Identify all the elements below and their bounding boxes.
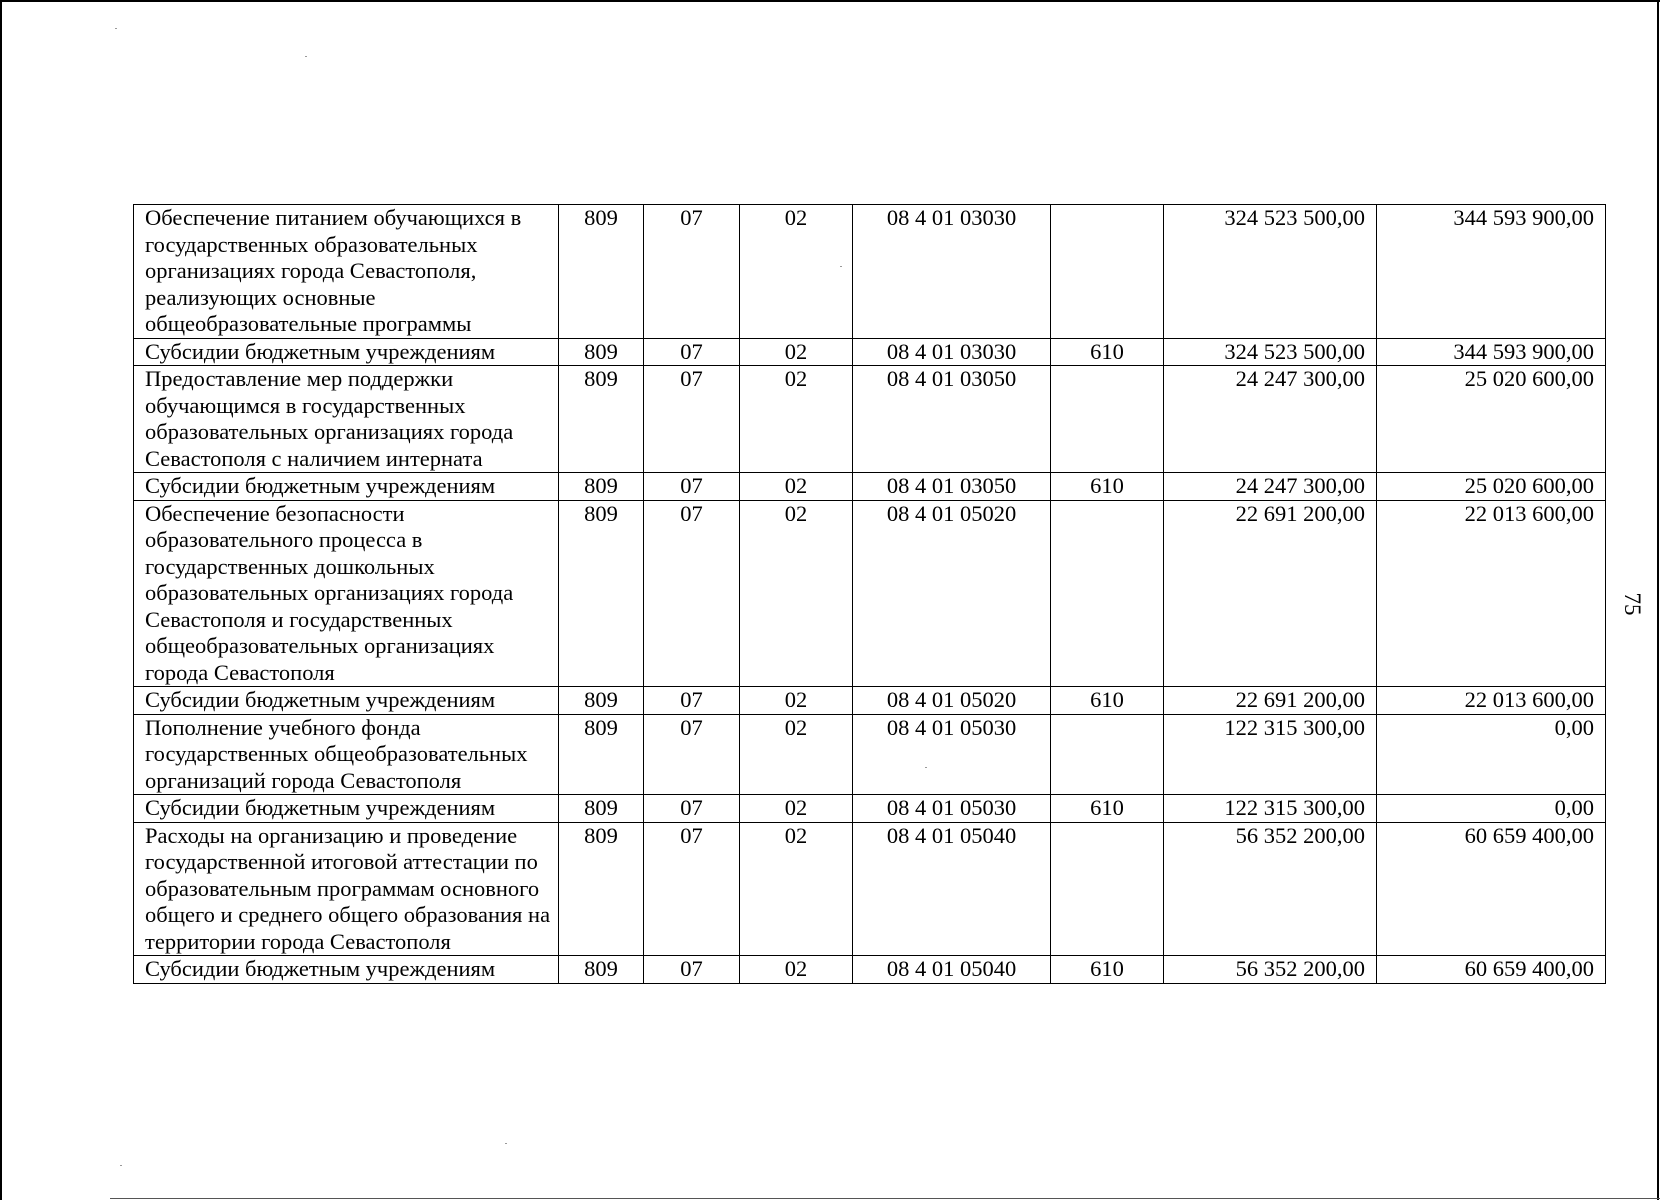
cell-ministry-code: 809 bbox=[559, 687, 644, 715]
cell-sum-year-2: 60 659 400,00 bbox=[1377, 956, 1606, 984]
cell-name: Субсидии бюджетным учреждениям bbox=[134, 473, 559, 501]
cell-subsection: 02 bbox=[740, 714, 853, 795]
cell-section: 07 bbox=[644, 795, 740, 823]
cell-expense-type bbox=[1051, 366, 1164, 473]
cell-sum-year-1: 24 247 300,00 bbox=[1164, 366, 1377, 473]
cell-target-article: 08 4 01 05020 bbox=[853, 500, 1051, 687]
cell-sum-year-1: 22 691 200,00 bbox=[1164, 687, 1377, 715]
cell-ministry-code: 809 bbox=[559, 205, 644, 339]
cell-ministry-code: 809 bbox=[559, 473, 644, 501]
scan-edge-top bbox=[0, 0, 1660, 2]
cell-expense-type bbox=[1051, 714, 1164, 795]
cell-ministry-code: 809 bbox=[559, 714, 644, 795]
table-row bbox=[134, 500, 1606, 687]
cell-sum-year-1: 56 352 200,00 bbox=[1164, 822, 1377, 956]
cell-section: 07 bbox=[644, 714, 740, 795]
cell-ministry-code: 809 bbox=[559, 500, 644, 687]
cell-sum-year-2: 0,00 bbox=[1377, 795, 1606, 823]
cell-subsection: 02 bbox=[740, 205, 853, 339]
cell-name: Субсидии бюджетным учреждениям bbox=[134, 795, 559, 823]
cell-section: 07 bbox=[644, 687, 740, 715]
page-number: 75 bbox=[1620, 592, 1645, 616]
cell-name: Предоставление мер поддержки обучающимся в государственных образовательных организациях города Севастополя с наличием интерната bbox=[134, 366, 559, 473]
scan-edge-left bbox=[0, 0, 2, 1200]
table-row bbox=[134, 714, 1606, 795]
cell-sum-year-1: 122 315 300,00 bbox=[1164, 795, 1377, 823]
budget-table bbox=[133, 204, 1606, 984]
cell-ministry-code: 809 bbox=[559, 795, 644, 823]
cell-ministry-code: 809 bbox=[559, 338, 644, 366]
cell-section: 07 bbox=[644, 473, 740, 501]
cell-section: 07 bbox=[644, 822, 740, 956]
scan-speck bbox=[305, 56, 307, 57]
cell-target-article: 08 4 01 05030 bbox=[853, 714, 1051, 795]
cell-subsection: 02 bbox=[740, 687, 853, 715]
scan-edge-right bbox=[1657, 0, 1659, 1200]
cell-target-article: 08 4 01 03050 bbox=[853, 366, 1051, 473]
cell-target-article: 08 4 01 03030 bbox=[853, 338, 1051, 366]
cell-name: Обеспечение безопасности образовательного процесса в государственных дошкольных образовательных организациях города Севастополя и государственных общеобразовательных организациях города Севастополя bbox=[134, 500, 559, 687]
cell-section: 07 bbox=[644, 338, 740, 366]
cell-ministry-code: 809 bbox=[559, 956, 644, 984]
cell-sum-year-2: 22 013 600,00 bbox=[1377, 687, 1606, 715]
cell-expense-type bbox=[1051, 822, 1164, 956]
table-body bbox=[134, 205, 1606, 984]
table-row bbox=[134, 687, 1606, 715]
cell-sum-year-1: 22 691 200,00 bbox=[1164, 500, 1377, 687]
cell-expense-type: 610 bbox=[1051, 956, 1164, 984]
table-row bbox=[134, 473, 1606, 501]
scan-edge-bottom bbox=[110, 1198, 1660, 1199]
cell-subsection: 02 bbox=[740, 366, 853, 473]
cell-section: 07 bbox=[644, 205, 740, 339]
cell-sum-year-2: 60 659 400,00 bbox=[1377, 822, 1606, 956]
cell-expense-type bbox=[1051, 500, 1164, 687]
table-row bbox=[134, 205, 1606, 339]
cell-expense-type bbox=[1051, 205, 1164, 339]
cell-subsection: 02 bbox=[740, 956, 853, 984]
cell-name: Субсидии бюджетным учреждениям bbox=[134, 338, 559, 366]
cell-subsection: 02 bbox=[740, 338, 853, 366]
cell-ministry-code: 809 bbox=[559, 366, 644, 473]
cell-expense-type: 610 bbox=[1051, 473, 1164, 501]
cell-sum-year-1: 24 247 300,00 bbox=[1164, 473, 1377, 501]
table-row bbox=[134, 822, 1606, 956]
cell-expense-type: 610 bbox=[1051, 795, 1164, 823]
cell-name: Обеспечение питанием обучающихся в государственных образовательных организациях города Севастополя, реализующих основные общеобразовательные программы bbox=[134, 205, 559, 339]
cell-target-article: 08 4 01 05020 bbox=[853, 687, 1051, 715]
cell-section: 07 bbox=[644, 366, 740, 473]
scan-speck bbox=[120, 1165, 122, 1166]
scan-speck bbox=[505, 1143, 507, 1144]
cell-sum-year-1: 324 523 500,00 bbox=[1164, 338, 1377, 366]
cell-section: 07 bbox=[644, 956, 740, 984]
cell-sum-year-2: 0,00 bbox=[1377, 714, 1606, 795]
cell-target-article: 08 4 01 03030 bbox=[853, 205, 1051, 339]
cell-sum-year-2: 22 013 600,00 bbox=[1377, 500, 1606, 687]
cell-name: Пополнение учебного фонда государственных общеобразовательных организаций города Севастополя bbox=[134, 714, 559, 795]
cell-sum-year-2: 25 020 600,00 bbox=[1377, 473, 1606, 501]
table-row bbox=[134, 795, 1606, 823]
cell-name: Расходы на организацию и проведение государственной итоговой аттестации по образовательным программам основного общего и среднего общего образования на территории города Севастополя bbox=[134, 822, 559, 956]
cell-expense-type: 610 bbox=[1051, 338, 1164, 366]
table-row bbox=[134, 338, 1606, 366]
cell-sum-year-2: 344 593 900,00 bbox=[1377, 205, 1606, 339]
scan-speck bbox=[115, 28, 117, 29]
cell-target-article: 08 4 01 03050 bbox=[853, 473, 1051, 501]
cell-target-article: 08 4 01 05040 bbox=[853, 822, 1051, 956]
cell-subsection: 02 bbox=[740, 500, 853, 687]
table-row bbox=[134, 366, 1606, 473]
cell-subsection: 02 bbox=[740, 822, 853, 956]
cell-subsection: 02 bbox=[740, 473, 853, 501]
cell-sum-year-1: 56 352 200,00 bbox=[1164, 956, 1377, 984]
cell-section: 07 bbox=[644, 500, 740, 687]
cell-sum-year-1: 122 315 300,00 bbox=[1164, 714, 1377, 795]
cell-ministry-code: 809 bbox=[559, 822, 644, 956]
table-row bbox=[134, 956, 1606, 984]
cell-expense-type: 610 bbox=[1051, 687, 1164, 715]
cell-sum-year-1: 324 523 500,00 bbox=[1164, 205, 1377, 339]
cell-target-article: 08 4 01 05030 bbox=[853, 795, 1051, 823]
cell-target-article: 08 4 01 05040 bbox=[853, 956, 1051, 984]
cell-sum-year-2: 25 020 600,00 bbox=[1377, 366, 1606, 473]
cell-name: Субсидии бюджетным учреждениям bbox=[134, 956, 559, 984]
cell-name: Субсидии бюджетным учреждениям bbox=[134, 687, 559, 715]
cell-subsection: 02 bbox=[740, 795, 853, 823]
cell-sum-year-2: 344 593 900,00 bbox=[1377, 338, 1606, 366]
